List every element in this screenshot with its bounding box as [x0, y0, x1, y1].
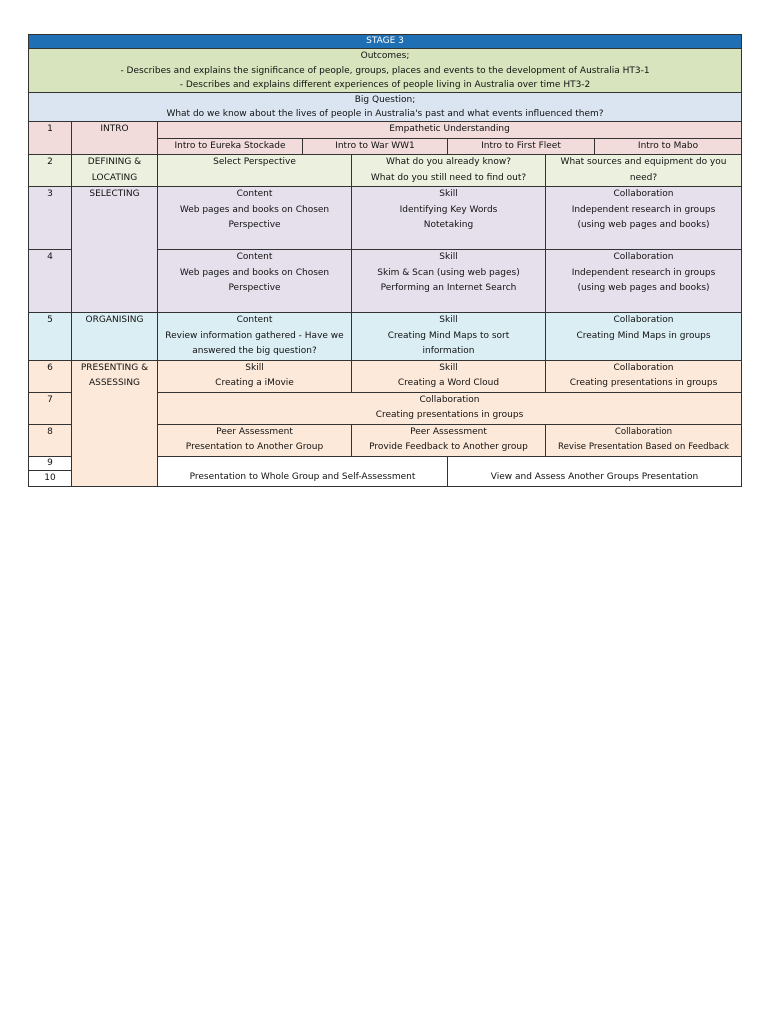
activity-line: (using web pages and books) [577, 220, 710, 230]
activity-cell [546, 313, 742, 361]
stage-label [72, 155, 158, 187]
activity-line: Independent research in groups [571, 204, 716, 215]
stage-label-line: ASSESSING [88, 378, 141, 388]
activity-line: Notetaking [423, 220, 474, 230]
activity-cell [352, 313, 546, 361]
activity-line: Creating Mind Maps to sort [387, 330, 510, 341]
outcome-item: - Describes and explains the significance of people, groups, places and events to the development of Australia HT3-1 [120, 66, 650, 76]
stage-label-line: LOCATING [91, 172, 138, 183]
activity-line: What sources and equipment do you [560, 157, 727, 167]
activity-line: Presentation to Another Group [185, 442, 324, 452]
table-row [29, 187, 742, 250]
activity-line: Creating presentations in groups [375, 410, 524, 420]
row-header: Empathetic Understanding [158, 122, 742, 139]
activity-line: Creating a iMovie [215, 378, 294, 388]
intro-topic: Intro to Mabo [595, 138, 742, 155]
activity-cell [158, 155, 352, 187]
activity-line: Content [236, 189, 273, 199]
activity-cell [546, 424, 742, 456]
activity-line: Collaboration [419, 394, 480, 405]
activity-line: Review information gathered - Have we [165, 330, 344, 341]
activity-cell: Presentation to Whole Group and Self-Assessment [158, 456, 448, 486]
stage-title: STAGE 3 [29, 35, 742, 49]
activity-cell [352, 360, 546, 392]
intro-topic: Intro to Eureka Stockade [158, 138, 303, 155]
activity-line: Independent research in groups [571, 267, 716, 278]
week-number: 9 [29, 456, 72, 470]
activity-line: What do you already know? [385, 157, 511, 167]
outcome-item: - Describes and explains different experiences of people living in Australia over time HT3-2 [179, 80, 591, 90]
table-row [29, 122, 742, 139]
activity-cell [158, 424, 352, 456]
activity-cell [352, 250, 546, 313]
title-row [29, 35, 742, 49]
activity-line: Peer Assessment [410, 426, 487, 437]
week-number: 2 [29, 155, 72, 187]
activity-cell [546, 250, 742, 313]
activity-line: (using web pages and books) [577, 283, 710, 293]
activity-cell [546, 155, 742, 187]
activity-line: Collaboration [613, 252, 674, 262]
activity-cell [158, 313, 352, 361]
activity-cell: View and Assess Another Groups Presentation [448, 456, 742, 486]
activity-line: Select Perspective [213, 157, 296, 167]
activity-line: information [422, 346, 475, 356]
activity-line: Peer Assessment [216, 426, 293, 437]
activity-line: Creating presentations in groups [569, 378, 718, 388]
big-question-row [29, 93, 742, 122]
activity-cell [352, 187, 546, 250]
activity-line: Skill [439, 252, 458, 262]
week-number: 1 [29, 122, 72, 155]
activity-line: answered the big question? [192, 346, 317, 356]
outcomes-row [29, 49, 742, 93]
activity-cell [352, 155, 546, 187]
week-number: 7 [29, 392, 72, 424]
activity-cell [546, 187, 742, 250]
unit-plan-table [28, 34, 742, 487]
stage-label-line: PRESENTING & [80, 362, 149, 373]
week-number: 6 [29, 360, 72, 392]
activity-cell [158, 392, 742, 424]
week-number: 5 [29, 313, 72, 361]
activity-line: Skim & Scan (using web pages) [377, 267, 520, 278]
week-number: 10 [29, 470, 72, 486]
activity-line: Collaboration [614, 426, 673, 437]
activity-line: Skill [439, 362, 458, 373]
table-row [29, 313, 742, 361]
activity-cell [158, 250, 352, 313]
activity-line: Creating a Word Cloud [397, 378, 500, 388]
activity-line: Skill [439, 189, 458, 199]
big-question-text: What do we know about the lives of people in Australia's past and what events influenced them? [166, 109, 604, 119]
activity-line: Web pages and books on Chosen [179, 267, 330, 278]
activity-line: Web pages and books on Chosen [179, 204, 330, 215]
week-number: 8 [29, 424, 72, 456]
outcomes-label: Outcomes; [360, 51, 410, 61]
activity-cell [546, 360, 742, 392]
week-number: 4 [29, 250, 72, 313]
activity-cell [352, 424, 546, 456]
intro-topic: Intro to War WW1 [303, 138, 448, 155]
activity-line: Collaboration [613, 362, 674, 373]
activity-cell [158, 187, 352, 250]
stage-label: ORGANISING [72, 313, 158, 361]
activity-line: Perspective [228, 220, 281, 230]
intro-topic: Intro to First Fleet [448, 138, 595, 155]
table-row [29, 360, 742, 392]
activity-line: Collaboration [613, 315, 674, 325]
activity-line: Performing an Internet Search [380, 283, 517, 293]
stage-label [72, 360, 158, 486]
table-row [29, 155, 742, 187]
activity-line: Perspective [228, 283, 281, 293]
activity-line: Skill [245, 362, 264, 373]
week-number: 3 [29, 187, 72, 250]
activity-line: What do you still need to find out? [370, 172, 527, 183]
stage-label: INTRO [72, 122, 158, 155]
activity-cell [158, 360, 352, 392]
activity-line: Skill [439, 315, 458, 325]
outcomes-cell [29, 49, 742, 93]
stage-label-line: DEFINING & [87, 157, 142, 167]
activity-line: Collaboration [613, 189, 674, 199]
stage-label: SELECTING [72, 187, 158, 313]
activity-line: Creating Mind Maps in groups [576, 330, 711, 341]
big-question-cell [29, 93, 742, 122]
big-question-label: Big Question; [354, 95, 416, 105]
activity-line: Content [236, 315, 273, 325]
activity-line: need? [629, 172, 658, 183]
activity-line: Content [236, 252, 273, 262]
activity-line: Provide Feedback to Another group [369, 442, 528, 452]
activity-line: Revise Presentation Based on Feedback [557, 442, 730, 452]
activity-line: Identifying Key Words [399, 204, 498, 215]
